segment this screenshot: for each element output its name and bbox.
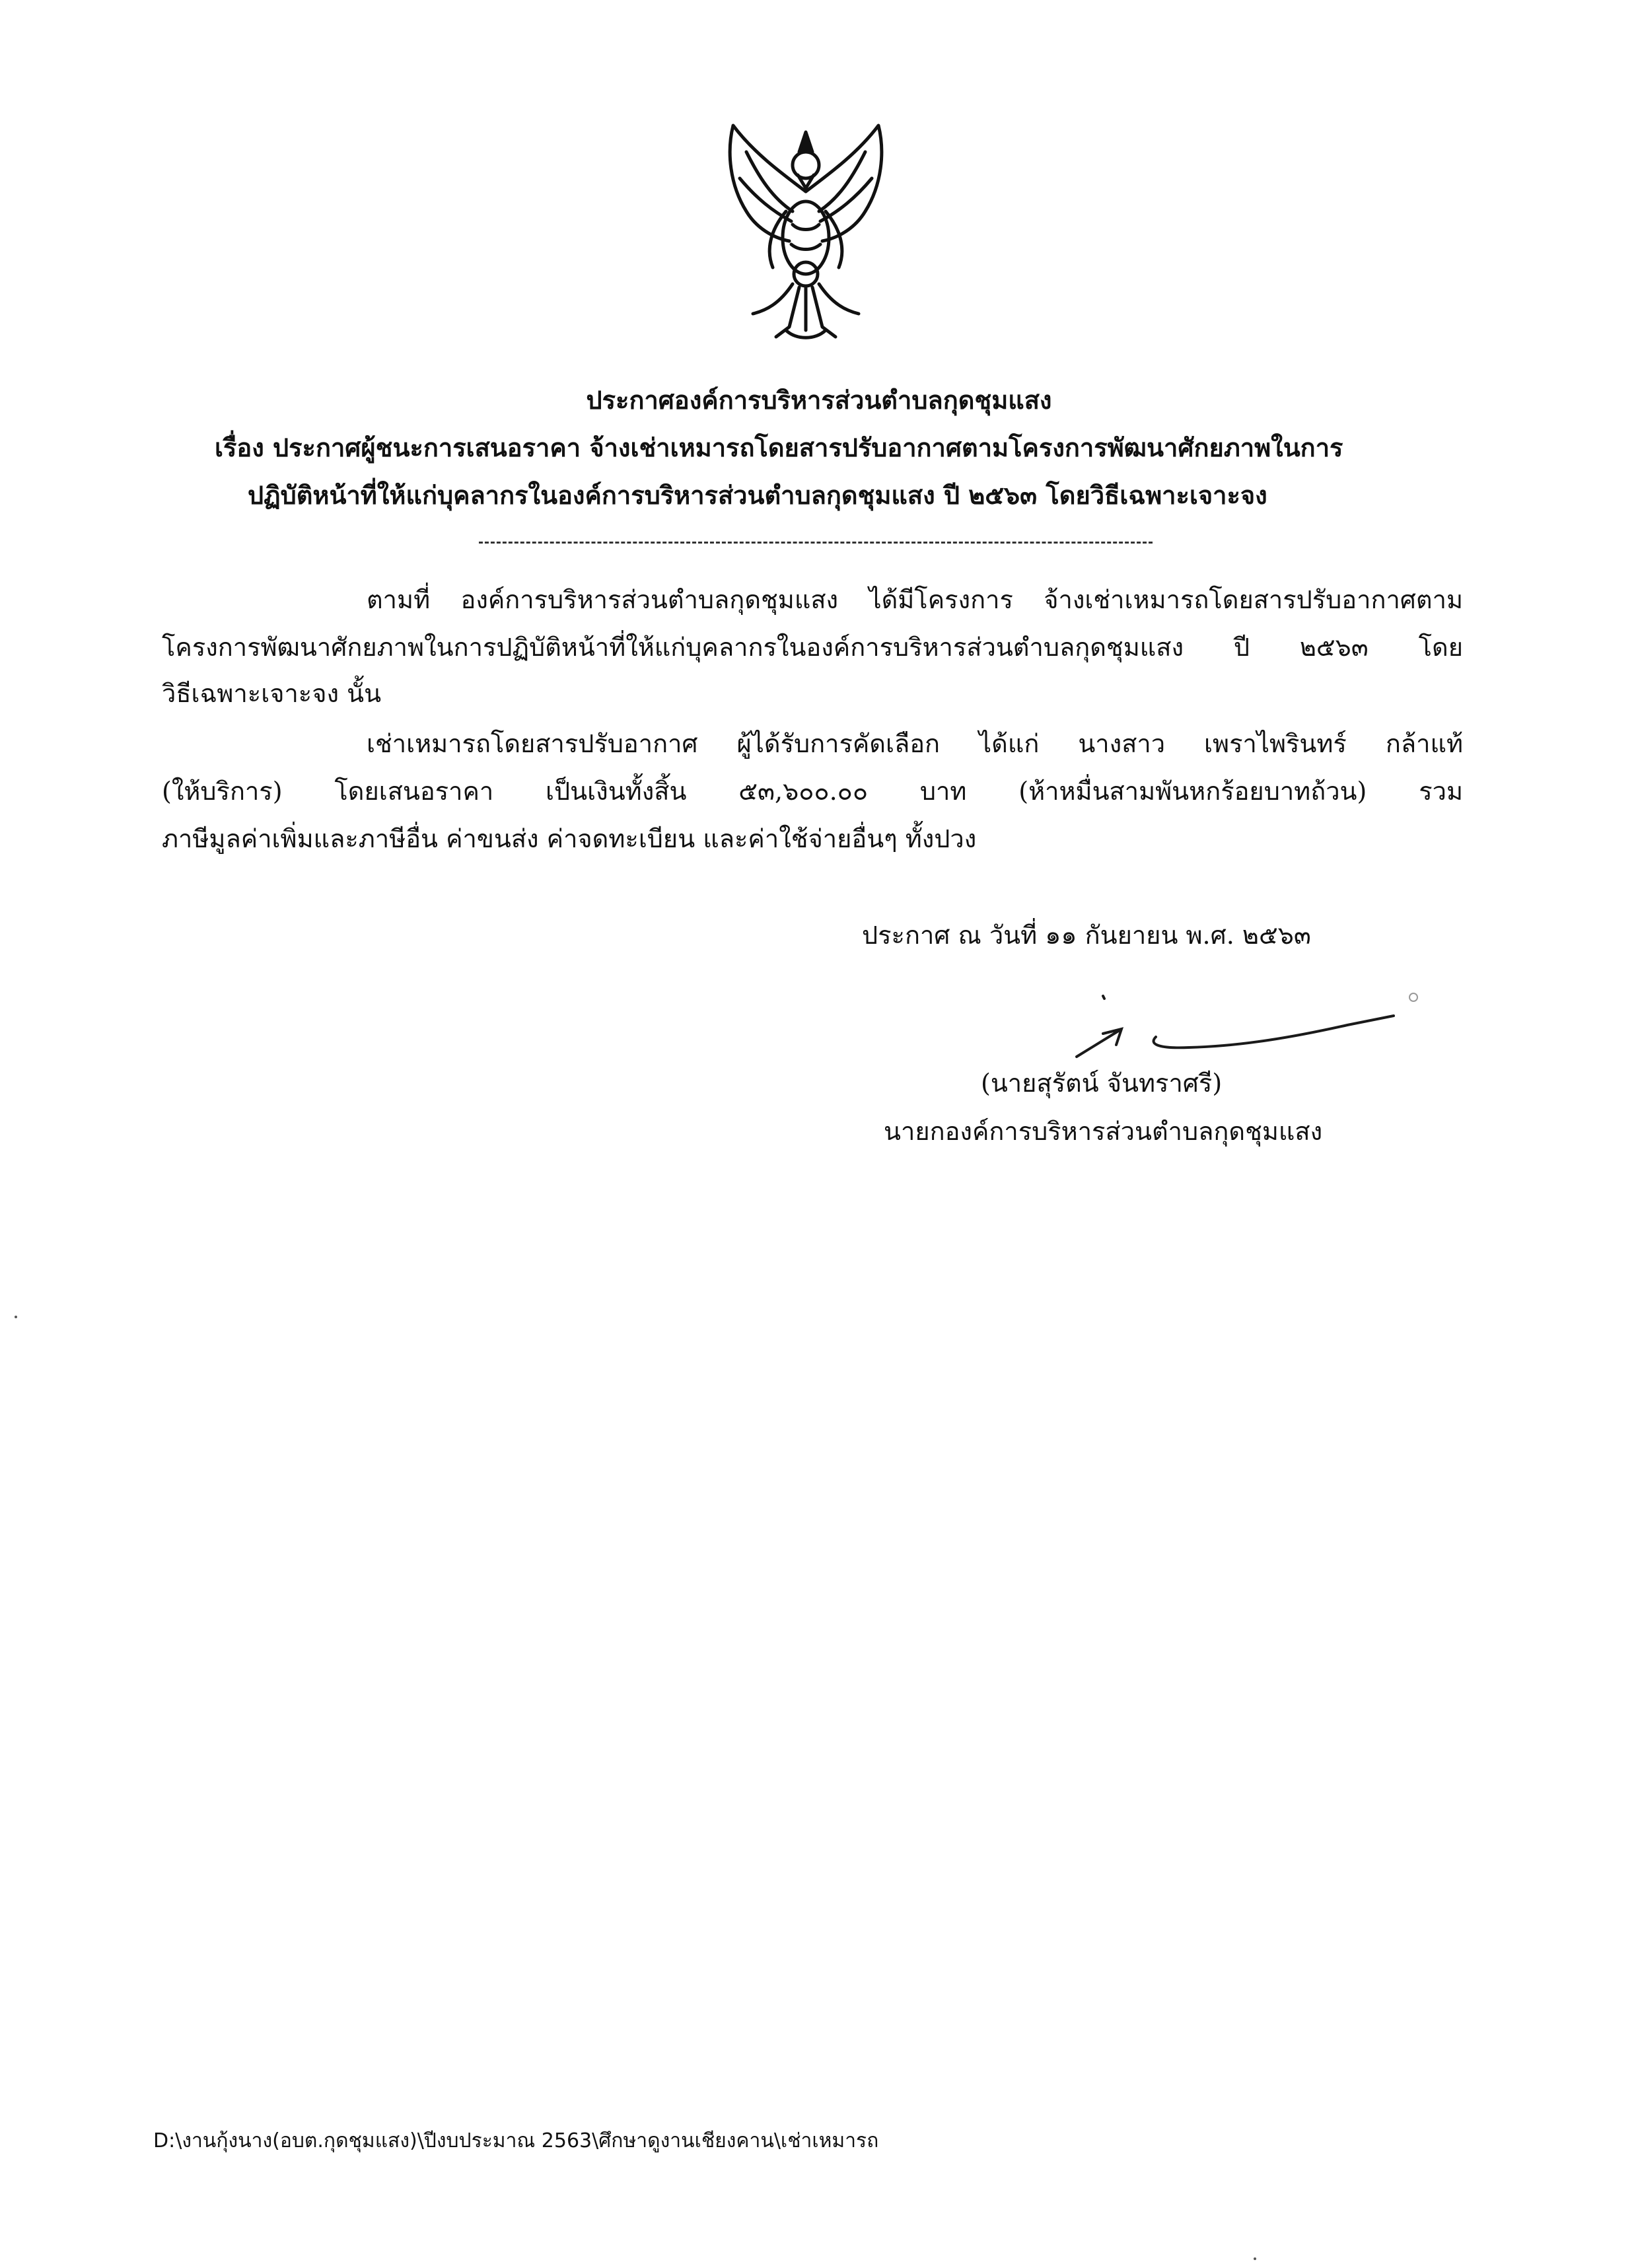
subject-line-1: เรื่อง ประกาศผู้ชนะการเสนอราคา จ้างเช่าเหมารถโดยสารปรับอากาศตามโครงการพัฒนาศักยภาพในการ — [215, 433, 1343, 462]
paragraph-2-line-2: (ให้บริการ) โดยเสนอราคา เป็นเงินทั้งสิ้น ๕๓,๖๐๐.๐๐ บาท (ห้าหมื่นสามพันหกร้อยบาทถ้วน) รวม — [162, 777, 1463, 806]
signatory-position: นายกองค์การบริหารส่วนตำบลกุดชุมแสง — [884, 1117, 1323, 1146]
signature-image — [1057, 977, 1427, 1077]
title-separator — [479, 542, 1153, 544]
signatory-name: (นายสุรัตน์ จันทราศรี) — [981, 1069, 1223, 1098]
scan-speck — [1254, 2257, 1256, 2260]
paragraph-2-line-3: ภาษีมูลค่าเพิ่มและภาษีอื่น ค่าขนส่ง ค่าจดทะเบียน และค่าใช้จ่ายอื่นๆ ทั้งปวง — [162, 824, 977, 853]
paragraph-1-line-2: โครงการพัฒนาศักยภาพในการปฏิบัติหน้าที่ให้แก่บุคลากรในองค์การบริหารส่วนตำบลกุดชุมแสง ปี ๒๕๖๓ โดย — [162, 633, 1463, 662]
subject-line-2: ปฏิบัติหน้าที่ให้แก่บุคลากรในองค์การบริหารส่วนตำบลกุดชุมแสง ปี ๒๕๖๓ โดยวิธีเฉพาะเจาะจง — [248, 480, 1267, 510]
paragraph-1-line-1: ตามที่ องค์การบริหารส่วนตำบลกุดชุมแสง ได้มีโครงการ จ้างเช่าเหมารถโดยสารปรับอากาศตาม — [367, 585, 1463, 614]
scan-speck — [15, 1316, 17, 1318]
paragraph-1-line-3: วิธีเฉพาะเจาะจง นั้น — [162, 679, 382, 708]
file-path-footer: D:\งานกุ้งนาง(อบต.กุดชุมแสง)\ปีงบประมาณ 2563\ศึกษาดูงานเชียงคาน\เช่าเหมารถ — [153, 2129, 879, 2152]
announce-date: ประกาศ ณ วันที่ ๑๑ กันยายน พ.ศ. ๒๕๖๓ — [862, 921, 1311, 950]
paragraph-2-line-1: เช่าเหมารถโดยสารปรับอากาศ ผู้ได้รับการคัดเลือก ได้แก่ นางสาว เพราไพรินทร์ กล้าแท้ — [367, 729, 1463, 758]
garuda-emblem-icon — [707, 112, 905, 350]
announcement-title: ประกาศองค์การบริหารส่วนตำบลกุดชุมแสง — [586, 385, 1052, 415]
